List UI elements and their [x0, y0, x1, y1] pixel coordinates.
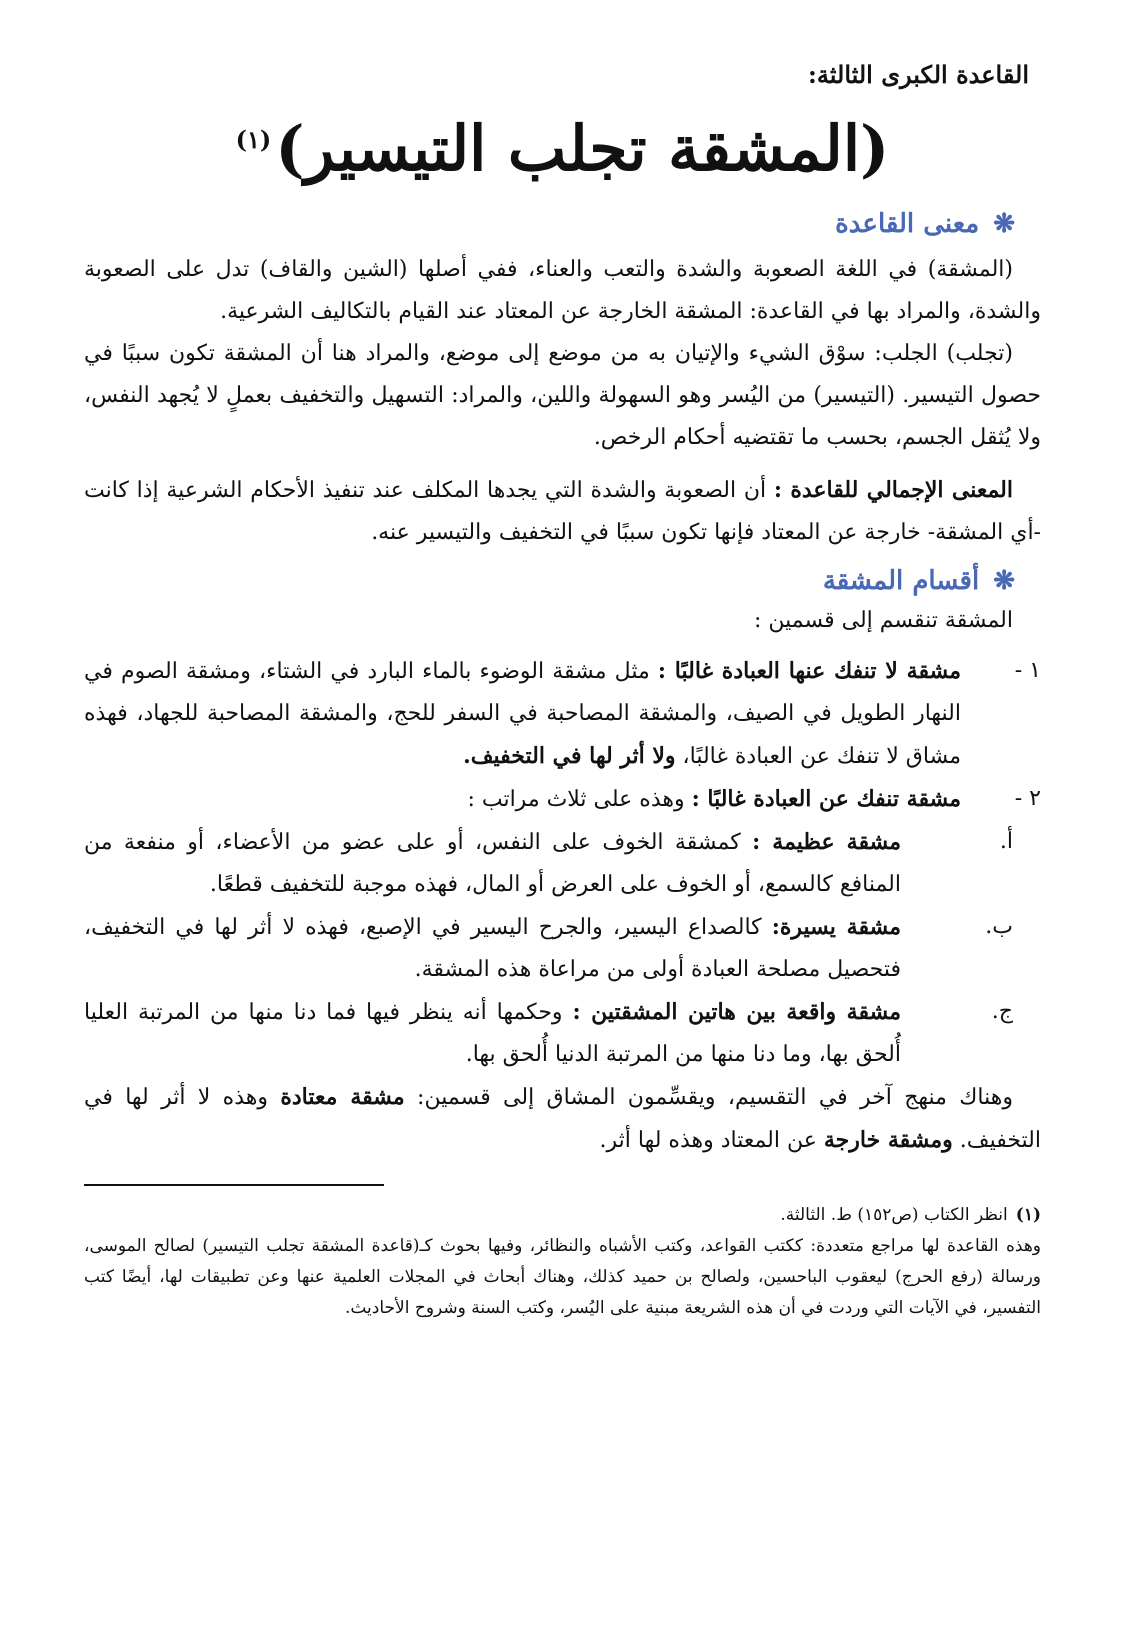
sub-item-body: [84, 821, 901, 906]
sub-item-body: [84, 991, 901, 1076]
other-division-text: وهناك منهج آخر في التقسيم، ويقسِّمون المشاق إلى قسمين:: [404, 1085, 1013, 1111]
sub-item-text: وحكمها أنه ينظر فيها فما دنا منها من المرتبة العليا أُلحق بها، وما دنا منها من المرتبة الدنيا أُلحق بها.: [84, 1000, 901, 1068]
sub-item-letter: ج.: [991, 999, 1013, 1025]
list-item-conclusion: ولا أثر لها في التخفيف.: [463, 743, 676, 770]
paragraph-meaning-hardship: (المشقة) في اللغة الصعوبة والشدة والتعب والعناء، ففي أصلها (الشين والقاف) تدل على الصعوبة والشدة، والمراد بها في القاعدة: المشقة الخارجة عن المعتاد عند القيام بالتكاليف الشرعية.: [84, 257, 1041, 325]
list-body: [84, 650, 961, 778]
section-heading-text: أقسام المشقة: [822, 566, 980, 597]
section-heading-types: [84, 566, 1015, 596]
section-heading-text: معنى القاعدة: [835, 209, 980, 240]
paragraph-overall-meaning: [84, 469, 1041, 554]
sub-item-label: مشقة عظيمة :: [752, 829, 901, 856]
sub-item-text: كمشقة الخوف على النفس، أو على عضو من الأعضاء، أو منفعة من المنافع كالسمع، أو الخوف على العرض أو المال، فهذه موجبة للتخفيف قطعًا.: [84, 830, 901, 898]
list-item-1: [84, 650, 1041, 778]
sub-item-label: مشقة واقعة بين هاتين المشقتين :: [572, 999, 901, 1026]
other-division-text: عن المعتاد وهذه لها أثر.: [599, 1128, 824, 1154]
list-number: ١ -: [1014, 658, 1041, 684]
footnote-divider: [84, 1184, 384, 1186]
list-item-2: [84, 778, 1041, 821]
section-heading-meaning: [84, 209, 1015, 239]
list-item-label: مشقة تنفك عن العبادة غالبًا :: [691, 786, 961, 813]
paragraph-meaning-bring: (تجلب) الجلب: سوْق الشيء والإتيان به من موضع إلى موضع، والمراد هنا أن المشقة تكون سببًا في حصول التيسير. (التيسير) من اليُسر وهو السهولة واللين، والمراد: التسهيل والتخفيف بعملٍ لا يُجهد النفس، ولا يُثقل الجسم، بحسب ما تقتضيه أحكام الرخص.: [84, 341, 1041, 451]
other-division-text: وهذه لا أثر لها في التخفيف.: [84, 1085, 1041, 1154]
sub-item-letter: أ.: [999, 829, 1013, 855]
list-item-label: مشقة لا تنفك عنها العبادة غالبًا :: [657, 658, 961, 685]
unusual-hardship-label: ومشقة خارجة: [823, 1127, 953, 1154]
footnote-1-continued: وهذه القاعدة لها مراجع متعددة: ككتب القواعد، وكتب الأشباه والنظائر، وفيها بحوث كـ(قاعدة المشقة تجلب التيسير) لصالح الموسى، ورسالة (رفع الحرج) ليعقوب الباحسين، ولصالح بن حميد كذلك، وهناك أبحاث في المجلات العلمية عنها وعن تطبيقات لها، أيضًا كتب التفسير، في الآيات التي وردت في أن هذه الشريعة مبنية على اليُسر، وكتب السنة وشروح الأحاديث.: [84, 1236, 1041, 1319]
list-item-text: مثل مشقة الوضوء بالماء البارد في الشتاء، ومشقة الصوم في النهار الطويل في الصيف، والمشقة المصاحبة في السفر للحج، والمشقة المصاحبة للجهاد، فهذه مشاق لا تنفك عن العبادة غالبًا،: [84, 659, 961, 770]
list-body: [84, 778, 961, 821]
sub-item-c: [84, 991, 1041, 1076]
list-number: ٢ -: [1014, 786, 1041, 812]
overall-meaning-label: المعنى الإجمالي للقاعدة :: [773, 477, 1013, 504]
rule-kicker: القاعدة الكبرى الثالثة:: [808, 60, 1029, 89]
types-intro: المشقة تنقسم إلى قسمين :: [753, 608, 1013, 634]
footnote-number: (١): [1015, 1205, 1041, 1226]
asterisk-icon: ❋: [993, 566, 1015, 597]
footnote-text: انظر الكتاب (ص١٥٢) ط. الثالثة.: [780, 1205, 1008, 1226]
list-item-text: وهذه على ثلاث مراتب :: [467, 787, 692, 813]
sub-item-text: كالصداع اليسير، والجرح اليسير في الإصبع، فهذه لا أثر لها في التخفيف، فتحصيل مصلحة العبادة أولى من مراعاة هذه المشقة.: [84, 915, 901, 983]
page-title: [84, 112, 1041, 185]
paragraph-other-division: [84, 1076, 1041, 1162]
sub-item-body: [84, 906, 901, 991]
asterisk-icon: ❋: [993, 209, 1015, 240]
title-text: (المشقة تجلب التيسير): [275, 112, 890, 185]
usual-hardship-label: مشقة معتادة: [280, 1084, 405, 1111]
sub-item-b: [84, 906, 1041, 991]
sub-item-a: [84, 821, 1041, 906]
footnote-1: [84, 1200, 1041, 1231]
overall-meaning-text: أن الصعوبة والشدة التي يجدها المكلف عند تنفيذ الأحكام الشرعية إذا كانت -أي المشقة- خارجة عن المعتاد فإنها تكون سببًا في التخفيف والتيسير عنه.: [84, 478, 1041, 546]
sub-item-letter: ب.: [985, 914, 1013, 940]
sub-item-label: مشقة يسيرة:: [771, 914, 902, 941]
title-footnote-ref: (١): [235, 125, 272, 155]
